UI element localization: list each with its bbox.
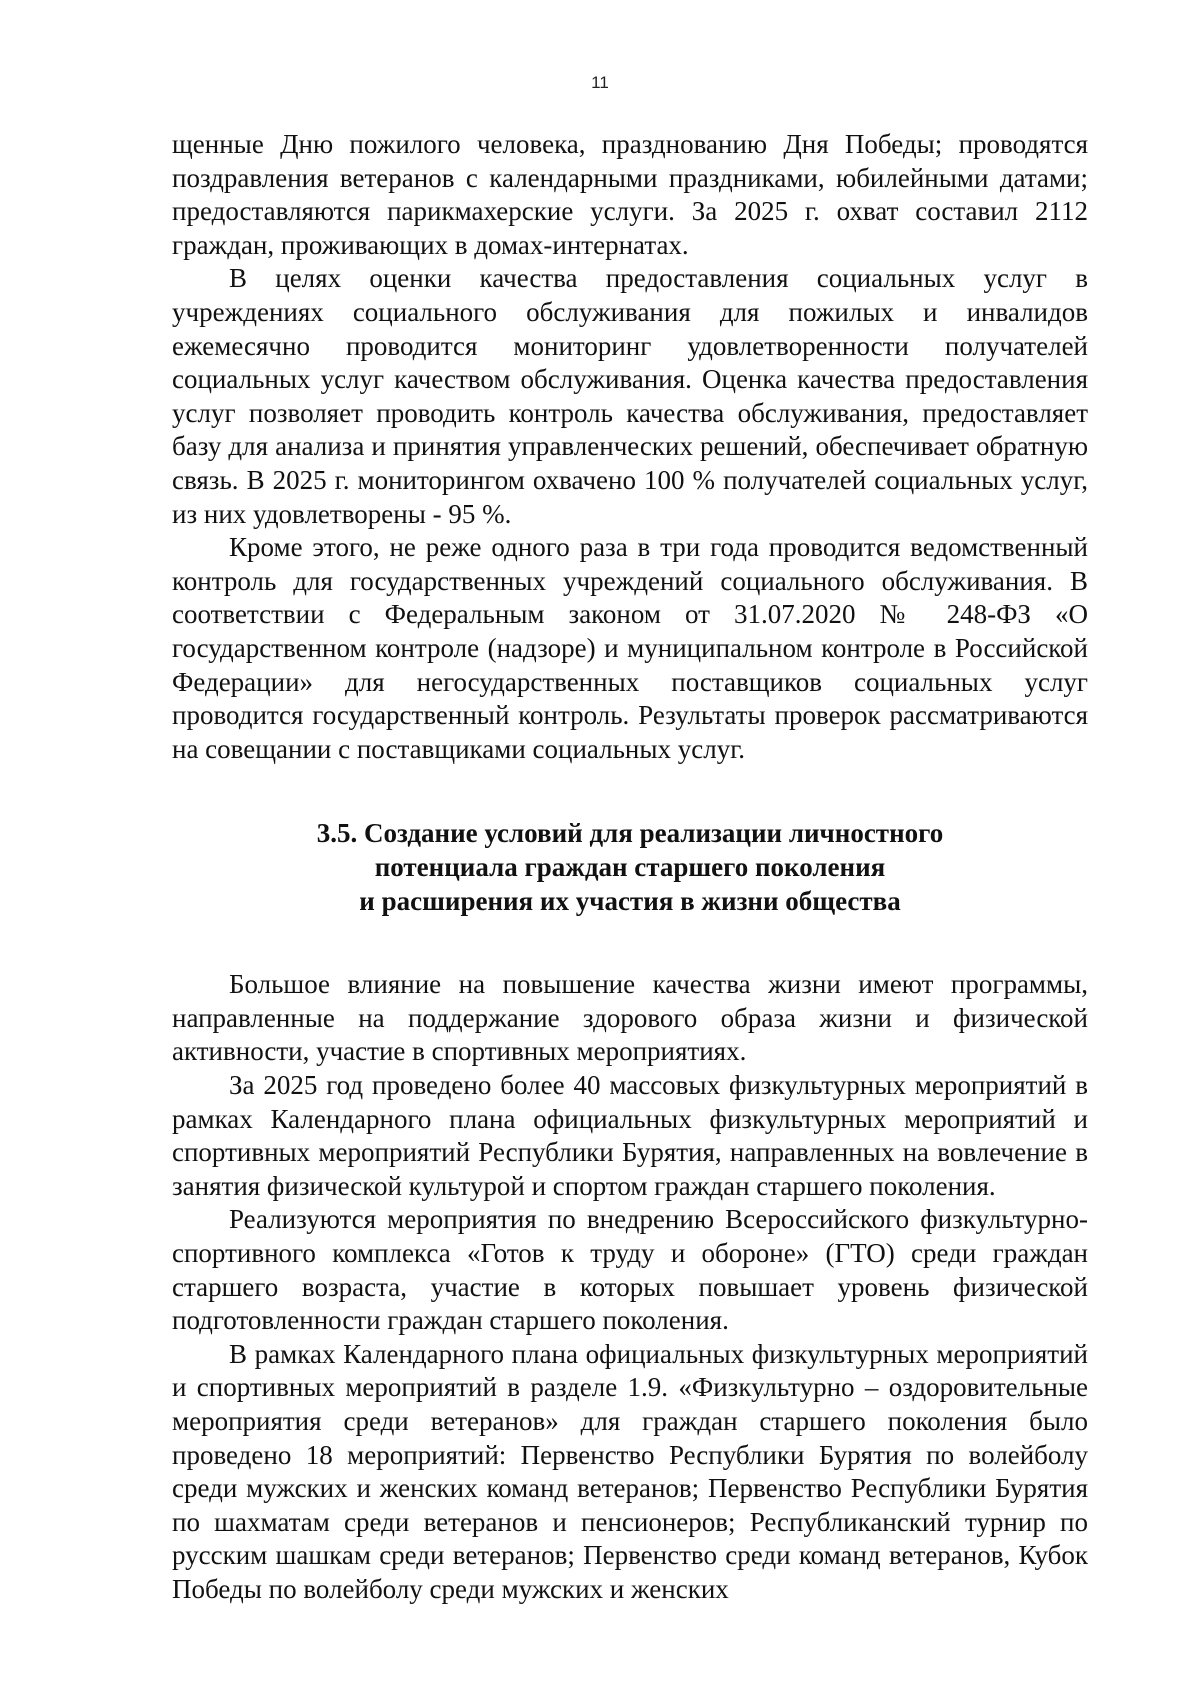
page-number: 11 [591,73,609,92]
paragraph-state-control: Кроме этого, не реже одного раза в три года проводится ведомственный контроль для государственных учреждений социального обслуживания. В соответствии с Федеральным законом от 31.07.2020 № 248-ФЗ «О государственном контроле (надзоре) и муниципальном контроле в Российской Федерации» для негосударственных поставщиков социальных услуг проводится государственный контроль. Результаты проверок рассматриваются на совещании с поставщиками социальных услуг. [172,532,1088,764]
section-heading-line-1: 3.5. Создание условий для реализации личностного [316,818,944,849]
section-heading-line-2: потенциала граждан старшего поколения [374,852,886,883]
section-heading-line-3: и расширения их участия в жизни общества [359,886,901,917]
paragraph-healthy-lifestyle: Большое влияние на повышение качества жизни имеют программы, направленные на поддержание здорового образа жизни и физической активности, участие в спортивных мероприятиях. [172,969,1088,1067]
paragraph-continuation: щенные Дню пожилого человека, празднованию Дня Победы; проводятся поздравления ветеранов с календарными праздниками, юбилейными датами; предоставляются парикмахерские услуги. За 2025 г. охват составил 2112 граждан, проживающих в домах-интернатах. [172,129,1088,260]
paragraph-veteran-events: В рамках Календарного плана официальных физкультурных мероприятий и спортивных мероприятий в разделе 1.9. «Физкультурно – оздоровительные мероприятия среди ветеранов» для граждан старшего поколения было проведено 18 мероприятий: Первенство Республики Бурятия по волейболу среди мужских и женских команд ветеранов; Первенство Республики Бурятия по шахматам среди ветеранов и пенсионеров; Республиканский турнир по русским шашкам среди ветеранов; Первенство среди команд ветеранов, Кубок Победы по волейболу среди мужских и женских [172,1338,1088,1604]
section-heading [172,816,1088,918]
paragraph-gto: Реализуются мероприятия по внедрению Всероссийского физкультурно-спортивного комплекса «Готов к труду и обороне» (ГТО) среди граждан старшего возраста, участие в которых повышает уровень физической подготовленности граждан старшего поколения. [172,1204,1088,1336]
paragraph-quality-monitoring: В целях оценки качества предоставления социальных услуг в учреждениях социального обслуживания для пожилых и инвалидов ежемесячно проводится мониторинг удовлетворенности получателей социальных услуг качеством обслуживания. Оценка качества предоставления услуг позволяет проводить контроль качества обслуживания, предоставляет базу для анализа и принятия управленческих решений, обеспечивает обратную связь. В 2025 г. мониторингом охвачено 100 % получателей социальных услуг, из них удовлетворены - 95 %. [172,263,1088,529]
paragraph-mass-events: За 2025 год проведено более 40 массовых физкультурных мероприятий в рамках Календарного плана официальных физкультурных мероприятий и спортивных мероприятий Республики Бурятия, направленных на вовлечение в занятия физической культурой и спортом граждан старшего поколения. [172,1070,1088,1201]
document-body [172,128,1088,1607]
